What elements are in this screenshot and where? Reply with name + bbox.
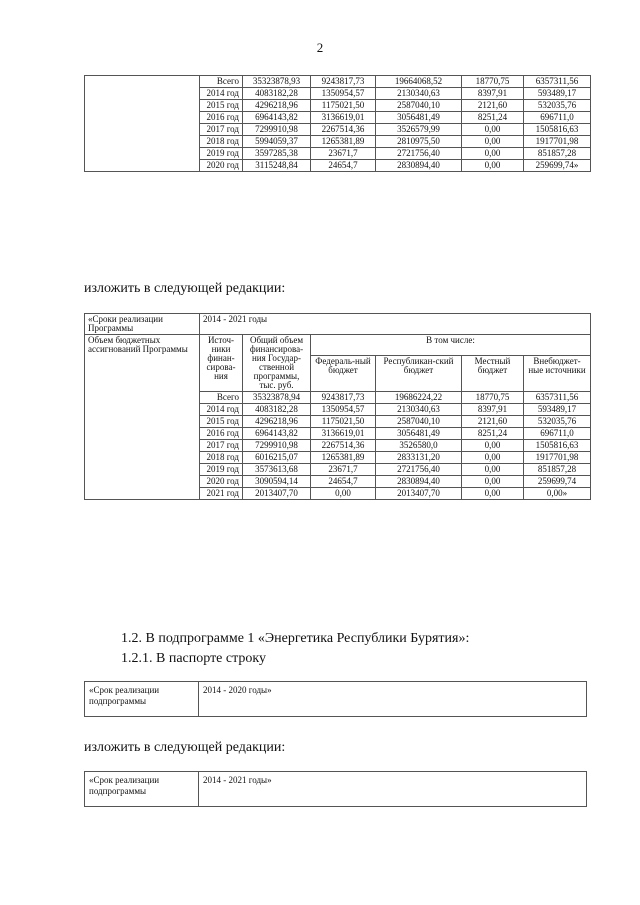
cell-extra: 851857,28 [524, 464, 591, 476]
cell-republic: 2587040,10 [376, 416, 462, 428]
cell-src: 2019 год [200, 148, 243, 160]
cell-total: 35323878,93 [243, 76, 311, 88]
period-value: 2014 - 2021 годы [200, 314, 591, 335]
cell-republic: 2130340,63 [376, 88, 462, 100]
cell-total: 4083182,28 [243, 88, 311, 100]
header-including: В том числе: [311, 335, 591, 356]
cell-federal: 1350954,57 [311, 88, 376, 100]
cell-src: 2018 год [200, 136, 243, 148]
cell-src: 2015 год [200, 416, 243, 428]
period-label: «Сроки реализации Программы [85, 314, 200, 335]
cell-local: 0,00 [462, 476, 524, 488]
cell-local: 8251,24 [462, 428, 524, 440]
cell-extra: 532035,76 [524, 100, 591, 112]
cell-src: Всего [200, 76, 243, 88]
cell-federal: 1265381,89 [311, 136, 376, 148]
cell-local: 0,00 [462, 136, 524, 148]
cell-total: 4296218,96 [243, 416, 311, 428]
budget-label: Объем бюджетных ассигнований Программы [85, 335, 200, 500]
cell-src: 2020 год [200, 160, 243, 172]
new-term-box [84, 771, 587, 807]
table-row [85, 76, 591, 88]
cell-src: 2019 год [200, 464, 243, 476]
cell-federal: 3136619,01 [311, 428, 376, 440]
old-financing-table [84, 75, 591, 172]
cell-local: 18770,75 [462, 76, 524, 88]
page-number: 2 [316, 40, 324, 55]
cell-republic: 2830894,40 [376, 160, 462, 172]
replace-instruction-2: изложить в следующей редакции: [84, 740, 286, 755]
cell-federal: 9243817,73 [311, 76, 376, 88]
replace-instruction-1: изложить в следующей редакции: [84, 281, 286, 296]
cell-src: 2020 год [200, 476, 243, 488]
cell-extra: 1505816,63 [524, 440, 591, 452]
cell-src: 2017 год [200, 124, 243, 136]
cell-src: 2014 год [200, 404, 243, 416]
cell-local: 0,00 [462, 488, 524, 500]
cell-extra: 1917701,98 [524, 452, 591, 464]
cell-local: 0,00 [462, 160, 524, 172]
new-passport-table [84, 313, 591, 500]
cell-republic: 3526579,99 [376, 124, 462, 136]
cell-total: 6964143,82 [243, 112, 311, 124]
cell-local: 18770,75 [462, 392, 524, 404]
cell-extra: 6357311,56 [524, 76, 591, 88]
cell-src: 2014 год [200, 88, 243, 100]
old-term-label: «Срок реализации подпрограммы [85, 682, 199, 717]
cell-federal: 9243817,73 [311, 392, 376, 404]
cell-extra: 259699,74 [524, 476, 591, 488]
cell-extra: 593489,17 [524, 404, 591, 416]
cell-republic: 19664068,52 [376, 76, 462, 88]
cell-total: 5994059,37 [243, 136, 311, 148]
cell-republic: 2013407,70 [376, 488, 462, 500]
section-1-2-1: 1.2.1. В паспорте строку [121, 651, 267, 666]
section-1-2: 1.2. В подпрограмме 1 «Энергетика Республики Бурятия»: [121, 631, 470, 646]
cell-total: 3597285,38 [243, 148, 311, 160]
cell-republic: 3056481,49 [376, 112, 462, 124]
cell-republic: 2130340,63 [376, 404, 462, 416]
cell-extra: 851857,28 [524, 148, 591, 160]
old-term-box [84, 681, 587, 717]
cell-total: 2013407,70 [243, 488, 311, 500]
cell-extra: 0,00» [524, 488, 591, 500]
header-extra: Внебюджет-ные источники [524, 355, 591, 391]
period-row [85, 314, 591, 335]
cell-src: 2018 год [200, 452, 243, 464]
cell-total: 3573613,68 [243, 464, 311, 476]
cell-total: 35323878,94 [243, 392, 311, 404]
cell-total: 7299910,98 [243, 124, 311, 136]
cell-republic: 19686224,22 [376, 392, 462, 404]
cell-local: 8397,91 [462, 88, 524, 100]
cell-extra: 1505816,63 [524, 124, 591, 136]
cell-src: Всего [200, 392, 243, 404]
cell-src: 2016 год [200, 112, 243, 124]
header-republic: Республикан-ский бюджет [376, 355, 462, 391]
cell-federal: 1175021,50 [311, 100, 376, 112]
cell-republic: 3056481,49 [376, 428, 462, 440]
cell-extra: 593489,17 [524, 88, 591, 100]
new-term-value: 2014 - 2021 годы» [199, 772, 587, 807]
cell-local: 2121,60 [462, 100, 524, 112]
old-term-value: 2014 - 2020 годы» [199, 682, 587, 717]
cell-extra: 1917701,98 [524, 136, 591, 148]
cell-republic: 2721756,40 [376, 148, 462, 160]
cell-total: 3115248,84 [243, 160, 311, 172]
cell-total: 4083182,28 [243, 404, 311, 416]
cell-local: 0,00 [462, 440, 524, 452]
cell-total: 6016215,07 [243, 452, 311, 464]
cell-federal: 1350954,57 [311, 404, 376, 416]
cell-src: 2021 год [200, 488, 243, 500]
cell-local: 0,00 [462, 148, 524, 160]
header-local: Местный бюджет [462, 355, 524, 391]
cell-republic: 2587040,10 [376, 100, 462, 112]
cell-total: 6964143,82 [243, 428, 311, 440]
cell-local: 0,00 [462, 452, 524, 464]
cell-federal: 2267514,36 [311, 124, 376, 136]
cell-extra: 259699,74» [524, 160, 591, 172]
cell-republic: 3526580,0 [376, 440, 462, 452]
cell-federal: 23671,7 [311, 148, 376, 160]
cell-local: 0,00 [462, 124, 524, 136]
cell-total: 7299910,98 [243, 440, 311, 452]
cell-republic: 2721756,40 [376, 464, 462, 476]
cell-src: 2016 год [200, 428, 243, 440]
cell-extra: 696711,0 [524, 428, 591, 440]
cell-local: 8397,91 [462, 404, 524, 416]
header-source: Источ-ники финан-сирова-ния [200, 335, 243, 392]
cell-federal: 3136619,01 [311, 112, 376, 124]
cell-extra: 696711,0 [524, 112, 591, 124]
cell-src: 2017 год [200, 440, 243, 452]
cell-republic: 2810975,50 [376, 136, 462, 148]
cell-src: 2015 год [200, 100, 243, 112]
header-federal: Федераль-ный бюджет [311, 355, 376, 391]
cell-federal: 0,00 [311, 488, 376, 500]
cell-federal: 1265381,89 [311, 452, 376, 464]
cell-federal: 2267514,36 [311, 440, 376, 452]
cell-total: 3090594,14 [243, 476, 311, 488]
header-total: Общий объем финансирова-ния Государ-ственной программы, тыс. руб. [243, 335, 311, 392]
cell-federal: 1175021,50 [311, 416, 376, 428]
empty-label-cell [85, 76, 200, 172]
cell-local: 0,00 [462, 464, 524, 476]
cell-republic: 2833131,20 [376, 452, 462, 464]
cell-federal: 23671,7 [311, 464, 376, 476]
cell-local: 2121,60 [462, 416, 524, 428]
cell-republic: 2830894,40 [376, 476, 462, 488]
cell-total: 4296218,96 [243, 100, 311, 112]
new-term-label: «Срок реализации подпрограммы [85, 772, 199, 807]
cell-local: 8251,24 [462, 112, 524, 124]
cell-extra: 6357311,56 [524, 392, 591, 404]
cell-federal: 24654,7 [311, 476, 376, 488]
header-row-1 [85, 335, 591, 356]
cell-extra: 532035,76 [524, 416, 591, 428]
cell-federal: 24654,7 [311, 160, 376, 172]
